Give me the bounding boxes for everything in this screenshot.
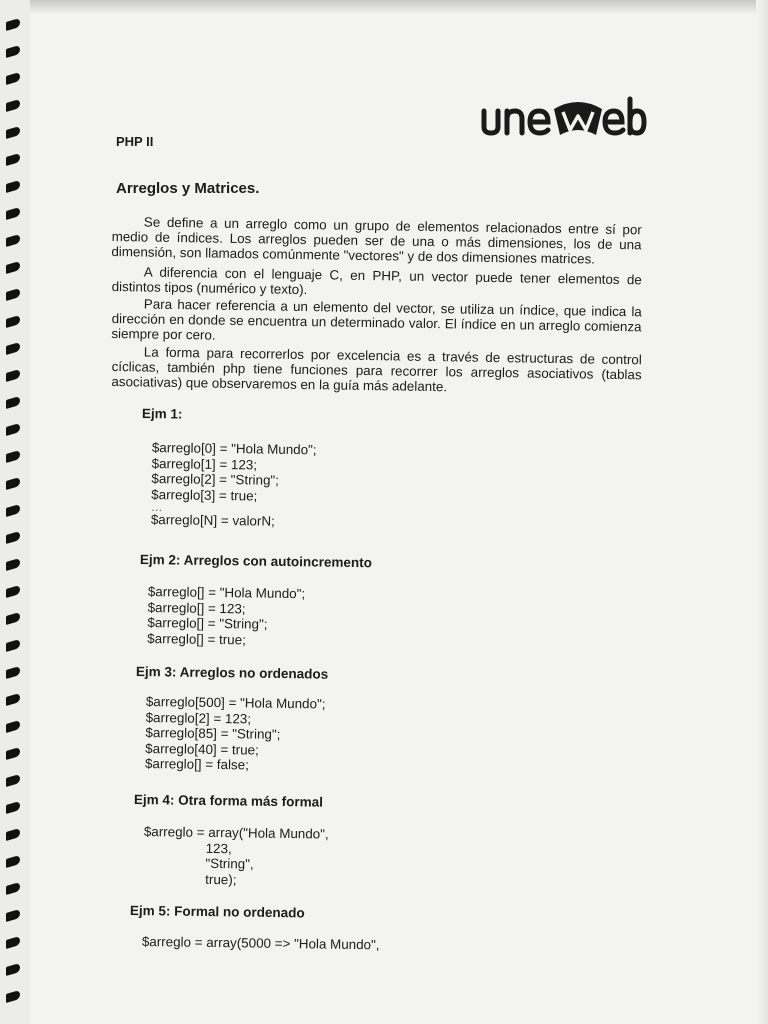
- code-line: $arreglo[] = "String";: [147, 615, 268, 632]
- binding-hole: [6, 558, 20, 571]
- code-line: "String",: [205, 856, 254, 872]
- paragraph-text: Se define a un arreglo como un grupo de elementos relacionados entre sí por medio de índices. Los arreglos pueden ser de una o más dimensiones, los de una dimensión, son llamados comúnmente "vectores" y de dos dimensiones matrices.: [111, 214, 642, 267]
- binding-hole: [6, 936, 20, 949]
- binding-hole: [6, 801, 20, 814]
- code-line: $arreglo[] = true;: [147, 630, 246, 648]
- binding-hole: [6, 207, 20, 220]
- binding-hole: [6, 531, 20, 544]
- binding-hole: [6, 369, 20, 382]
- binding-hole: [6, 477, 20, 490]
- binding-hole: [6, 747, 20, 760]
- binding-hole: [6, 963, 20, 976]
- code-line: 123,: [205, 840, 232, 856]
- example-title: Ejm 4: Otra forma más formal: [133, 792, 324, 810]
- code-line: true);: [205, 871, 237, 888]
- spiral-binding: [0, 0, 30, 1024]
- binding-hole: [6, 342, 20, 355]
- code-line: $arreglo[40] = true;: [145, 740, 259, 758]
- section-title: Arreglos y Matrices.: [116, 180, 260, 197]
- code-line: $arreglo = array("Hola Mundo",: [143, 824, 329, 842]
- paragraph-text: A diferencia con el lenguaje C, en PHP, un vector puede tener elementos de distintos tipos (numérico y texto).: [111, 264, 642, 298]
- code-block: [147, 584, 305, 649]
- binding-hole: [6, 18, 20, 31]
- binding-hole: [6, 639, 20, 652]
- binding-hole: [6, 855, 20, 868]
- binding-hole: [6, 45, 20, 58]
- example-title: Ejm 3: Arreglos no ordenados: [135, 664, 329, 682]
- binding-hole: [6, 288, 20, 301]
- code-line: $arreglo[] = false;: [144, 756, 249, 773]
- code-line: $arreglo[0] = "Hola Mundo";: [151, 440, 317, 458]
- example-title: Ejm 1:: [141, 406, 183, 422]
- binding-hole: [6, 882, 20, 895]
- binding-hole: [6, 450, 20, 463]
- code-block: [145, 694, 326, 774]
- example-title: Ejm 2: Arreglos con autoincremento: [139, 552, 373, 571]
- binding-hole: [6, 909, 20, 922]
- binding-hole: [6, 612, 20, 625]
- example-title: Ejm 5: Formal no ordenado: [129, 903, 305, 921]
- binding-hole: [6, 774, 20, 787]
- paragraph-text: La forma para recorrerlos por excelencia es a través de estructuras de control cíclicas, también php tiene funciones para recorrer los arreglos asociativos (tablas asociativas) que observaremos en la guía más adelante.: [111, 344, 642, 395]
- code-line: $arreglo = array(5000 => "Hola Mundo",: [141, 934, 380, 953]
- binding-hole: [6, 261, 20, 274]
- binding-hole: [6, 504, 20, 517]
- course-label: PHP II: [116, 134, 154, 149]
- code-line: $arreglo[500] = "Hola Mundo";: [145, 694, 326, 712]
- code-line: $arreglo[1] = 123;: [151, 455, 258, 473]
- binding-hole: [6, 234, 20, 247]
- binding-hole: [6, 153, 20, 166]
- code-line: $arreglo[] = 123;: [147, 599, 246, 616]
- paragraph: [111, 344, 642, 397]
- binding-hole: [6, 315, 20, 328]
- page-top-edge: [0, 0, 768, 14]
- paragraph-text: Para hacer referencia a un elemento del vector, se utiliza un índice, que indica la dirección en donde se encuentra un determinado valor. El índice en un arreglo comienza siempre por cero.: [111, 296, 642, 343]
- code-line: $arreglo[2] = "String";: [151, 471, 280, 488]
- code-line: $arreglo[2] = 123;: [145, 709, 252, 727]
- code-line: ...: [150, 499, 163, 515]
- binding-hole: [6, 585, 20, 598]
- binding-hole: [6, 99, 20, 112]
- binding-hole: [6, 990, 20, 1003]
- paragraph: [111, 296, 642, 349]
- binding-hole: [6, 693, 20, 706]
- binding-hole: [6, 666, 20, 679]
- code-line: $arreglo[85] = "String";: [145, 725, 281, 743]
- binding-hole: [6, 180, 20, 193]
- binding-hole: [6, 828, 20, 841]
- uneweb-logo: [478, 95, 648, 141]
- code-line: $arreglo[] = "Hola Mundo";: [147, 584, 306, 602]
- code-line: $arreglo[N] = valorN;: [150, 512, 275, 530]
- binding-hole: [6, 126, 20, 139]
- code-line: $arreglo[3] = true;: [151, 486, 258, 504]
- code-block: [142, 934, 380, 953]
- code-block: [143, 824, 329, 889]
- code-block: [151, 440, 317, 530]
- binding-hole: [6, 72, 20, 85]
- page-right-edge: [756, 0, 768, 1024]
- binding-hole: [6, 720, 20, 733]
- binding-hole: [6, 423, 20, 436]
- binding-hole: [6, 396, 20, 409]
- paragraph: [111, 214, 642, 267]
